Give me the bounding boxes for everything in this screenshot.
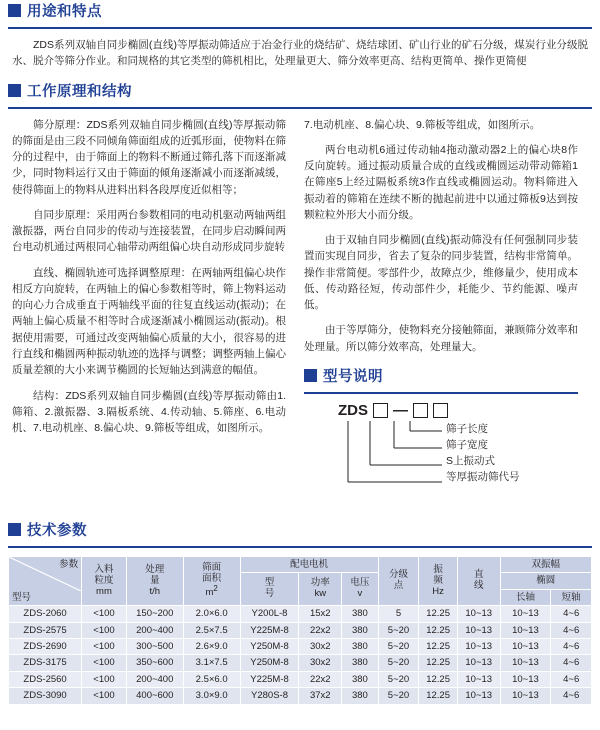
cell-voltage: 380 (342, 688, 379, 704)
cell-power: 30x2 (299, 655, 342, 671)
principle-column-left (12, 117, 286, 517)
spec-table-body (9, 606, 592, 704)
header-motor-model: 型 号 (240, 573, 299, 606)
cell-grade: 5~20 (378, 655, 419, 671)
cell-ellipse-short: 4~6 (551, 638, 592, 654)
cell-ellipse-long: 10~13 (500, 688, 551, 704)
cell-linear: 10~13 (457, 671, 500, 687)
principle-right-paragraph-4: 由于等厚筛分，使物料充分接触筛面，兼顾筛分效率和处理量。所以筛分效率高，处理量大。 (304, 324, 578, 353)
model-label-2: 筛子宽度 (446, 438, 488, 451)
model-code-prefix: ZDS (338, 401, 368, 419)
cell-linear: 10~13 (457, 688, 500, 704)
cell-grade: 5~20 (378, 638, 419, 654)
cell-ellipse-long: 10~13 (500, 606, 551, 622)
heading-marker-icon (8, 84, 21, 97)
table-row (9, 638, 592, 654)
cell-motor-model: Y250M-8 (240, 655, 299, 671)
model-explanation-block (304, 365, 578, 517)
cell-ellipse-long: 10~13 (500, 655, 551, 671)
header-feed-size: 入料 粒度 mm (82, 556, 127, 605)
heading-marker-icon (8, 523, 21, 536)
cell-motor-model: Y225M-8 (240, 622, 299, 638)
cell-area: 2.5×7.5 (183, 622, 240, 638)
model-code-box-1 (373, 403, 388, 418)
cell-feed-size: <100 (82, 688, 127, 704)
header-amplitude-group: 双振幅 (500, 556, 591, 572)
model-code-row (304, 402, 578, 419)
cell-freq: 12.25 (419, 688, 458, 704)
cell-freq: 12.25 (419, 622, 458, 638)
header-linear: 直 线 (457, 556, 500, 605)
heading-rule-model (304, 392, 578, 394)
cell-motor-model: Y250M-8 (240, 638, 299, 654)
table-row (9, 671, 592, 687)
cell-freq: 12.25 (419, 638, 458, 654)
section-title-uses: 用途和特点 (27, 4, 102, 20)
principle-column-right (304, 117, 578, 517)
heading-marker-icon (8, 4, 21, 17)
section-heading-principle (0, 80, 600, 101)
principle-left-paragraph-3: 直线、椭圆轨迹可选择调整原理：在两轴两组偏心块作相反方向旋转，在两轴上的偏心参数相等时，筛上物料运动的向心力合成垂直于两轴线平面的往复直线运动(振动)；在两轴上偏心质量不相等时合成逐渐减小椭圆运动(振动)。根据使用需要，可通过改变两轴偏心质量的大小，很容易的进行直线和椭圆两种振动轨迹的选择与调整；调整两轴上偏心质量差额的大小来调节椭圆的长短轴达到满意的幅值。 (12, 266, 286, 377)
cell-voltage: 380 (342, 622, 379, 638)
cell-model: ZDS-2560 (9, 671, 82, 687)
table-row (9, 688, 592, 704)
cell-area: 3.1×7.5 (183, 655, 240, 671)
cell-power: 22x2 (299, 622, 342, 638)
cell-model: ZDS-2690 (9, 638, 82, 654)
cell-model: ZDS-2575 (9, 622, 82, 638)
principle-right-paragraph-2: 两台电动机6通过传动轴4拖动激动器2上的偏心块8作反向旋转。通过振动质量合成的直线或椭圆运动带动筛箱1在筛座5上经过隔板系统3作直线或椭圆运动。物料筛进入振动着的筛箱在连续不断的抛起前进中以通过筛板9达到按颗粒粒外形大小而分级。 (304, 143, 578, 221)
cell-linear: 10~13 (457, 606, 500, 622)
cell-capacity: 200~400 (126, 622, 183, 638)
cell-model: ZDS-2060 (9, 606, 82, 622)
cell-ellipse-long: 10~13 (500, 671, 551, 687)
cell-voltage: 380 (342, 655, 379, 671)
cell-voltage: 380 (342, 671, 379, 687)
cell-feed-size: <100 (82, 655, 127, 671)
cell-linear: 10~13 (457, 622, 500, 638)
principle-left-paragraph-2: 自同步原理：采用两台参数相同的电动机驱动两轴两组激振器，两台自同步的传动与连接装置，在同步启动瞬间两台电动机通过两根同心轴带动两组偏心块自动形成同步旋转 (12, 208, 286, 254)
cell-freq: 12.25 (419, 606, 458, 622)
cell-motor-model: Y200L-8 (240, 606, 299, 622)
cell-linear: 10~13 (457, 638, 500, 654)
section-title-principle: 工作原理和结构 (27, 83, 132, 100)
section-title-tech: 技术参数 (27, 522, 87, 539)
cell-feed-size: <100 (82, 638, 127, 654)
heading-marker-icon (304, 369, 317, 382)
principle-left-paragraph-4: 结构：ZDS系列双轴自同步椭圆(直线)等厚振动筛由1.筛箱、2.激振器、3.隔板系统、4.传动轴、5.筛座、6.电动机、7.电动机座、8.偏心块、9.筛板等组成，如图所示。 (12, 389, 286, 435)
corner-label-parameter: 参数 (59, 558, 79, 570)
cell-voltage: 380 (342, 606, 379, 622)
header-ellipse-short: 短轴 (551, 589, 592, 605)
corner-label-model: 型号 (12, 591, 32, 603)
table-header-row-1 (9, 556, 592, 572)
model-code-box-2 (413, 403, 428, 418)
heading-rule-tech (8, 546, 592, 548)
cell-capacity: 150~200 (126, 606, 183, 622)
heading-rule-principle (8, 107, 592, 109)
cell-capacity: 200~400 (126, 671, 183, 687)
cell-power: 22x2 (299, 671, 342, 687)
cell-motor-model: Y225M-8 (240, 671, 299, 687)
cell-feed-size: <100 (82, 606, 127, 622)
cell-motor-model: Y280S-8 (240, 688, 299, 704)
header-ellipse: 椭圆 (500, 573, 591, 589)
principle-columns (0, 117, 600, 517)
cell-power: 15x2 (299, 606, 342, 622)
table-row (9, 655, 592, 671)
leader-lines-svg (338, 421, 448, 517)
spec-table-wrap (0, 556, 600, 705)
model-leader-lines (338, 421, 578, 517)
cell-capacity: 300~500 (126, 638, 183, 654)
cell-area: 2.0×6.0 (183, 606, 240, 622)
cell-area: 2.6×9.0 (183, 638, 240, 654)
model-leader-labels (446, 421, 520, 485)
table-corner-cell (9, 556, 82, 605)
uses-body (0, 37, 600, 70)
cell-model: ZDS-3090 (9, 688, 82, 704)
cell-ellipse-short: 4~6 (551, 606, 592, 622)
section-heading-model (304, 365, 578, 386)
cell-ellipse-short: 4~6 (551, 655, 592, 671)
model-code-box-3 (433, 403, 448, 418)
header-motor-voltage: 电压 v (342, 573, 379, 606)
cell-grade: 5 (378, 606, 419, 622)
model-label-3: S上振动式 (446, 454, 496, 467)
model-label-1: 筛子长度 (446, 422, 488, 435)
cell-power: 37x2 (299, 688, 342, 704)
cell-voltage: 380 (342, 638, 379, 654)
header-frequency: 振 频 Hz (419, 556, 458, 605)
spec-table (8, 556, 592, 705)
cell-linear: 10~13 (457, 655, 500, 671)
header-area: 筛面 面积 $m^2$ (183, 556, 240, 605)
table-row (9, 622, 592, 638)
cell-ellipse-short: 4~6 (551, 671, 592, 687)
header-ellipse-long: 长轴 (500, 589, 551, 605)
header-grade-points: 分级 点 (378, 556, 419, 605)
cell-grade: 5~20 (378, 688, 419, 704)
cell-power: 30x2 (299, 638, 342, 654)
cell-area: 2.5×6.0 (183, 671, 240, 687)
cell-capacity: 350~600 (126, 655, 183, 671)
principle-right-paragraph-1: 7.电动机座、8.偏心块、9.筛板等组成，如图所示。 (304, 118, 541, 131)
cell-ellipse-long: 10~13 (500, 638, 551, 654)
header-capacity: 处理 量 t/h (126, 556, 183, 605)
cell-capacity: 400~600 (126, 688, 183, 704)
section-heading-tech (0, 519, 600, 540)
section-heading-uses (0, 0, 600, 21)
section-title-model: 型号说明 (323, 368, 383, 385)
model-label-4: 等厚振动筛代号 (446, 470, 520, 483)
cell-freq: 12.25 (419, 671, 458, 687)
heading-rule-uses (8, 27, 592, 29)
table-row (9, 606, 592, 622)
principle-left-paragraph-1: 筛分原理：ZDS系列双轴自同步椭圆(直线)等厚振动筛的筛面是由三段不同倾角筛面组成的近弧形面，使物料在筛分的过程中，由于筛面上的物料不断通过筛孔落下而逐渐减少，同时物料运行又由于筛面的倾角逐渐减小而逐渐减缓，使得筛面上的物料从进料出料各段厚度近似相等； (12, 118, 286, 196)
cell-model: ZDS-3175 (9, 655, 82, 671)
cell-ellipse-short: 4~6 (551, 688, 592, 704)
cell-grade: 5~20 (378, 671, 419, 687)
principle-right-paragraph-3: 由于双轴自同步椭圆(直线)振动筛没有任何强制同步装置而实现自同步，省去了复杂的同步装置，结构非常简单。操作非常简便。零部件少，故障点少，维修量少，使用成本低、传动路径短，传动部件少，耗能少、节约能源、噪声低。 (304, 234, 578, 312)
header-motor-group: 配电电机 (240, 556, 378, 572)
cell-area: 3.0×9.0 (183, 688, 240, 704)
cell-grade: 5~20 (378, 622, 419, 638)
cell-freq: 12.25 (419, 655, 458, 671)
model-code-dash: — (393, 401, 408, 419)
cell-feed-size: <100 (82, 622, 127, 638)
uses-paragraph-1: ZDS系列双轴自同步椭圆(直线)等厚振动筛适应于冶金行业的烧结矿、烧结球团、矿山行业的矿石分级，煤炭行业分级脱水、脱介等筛分作业。和同规格的其它类型的筛机相比，处理量更大、筛分效率更高、结构更简单、操作更简便 (12, 39, 588, 68)
cell-ellipse-short: 4~6 (551, 622, 592, 638)
header-motor-power: 功率 kw (299, 573, 342, 606)
cell-ellipse-long: 10~13 (500, 622, 551, 638)
cell-feed-size: <100 (82, 671, 127, 687)
